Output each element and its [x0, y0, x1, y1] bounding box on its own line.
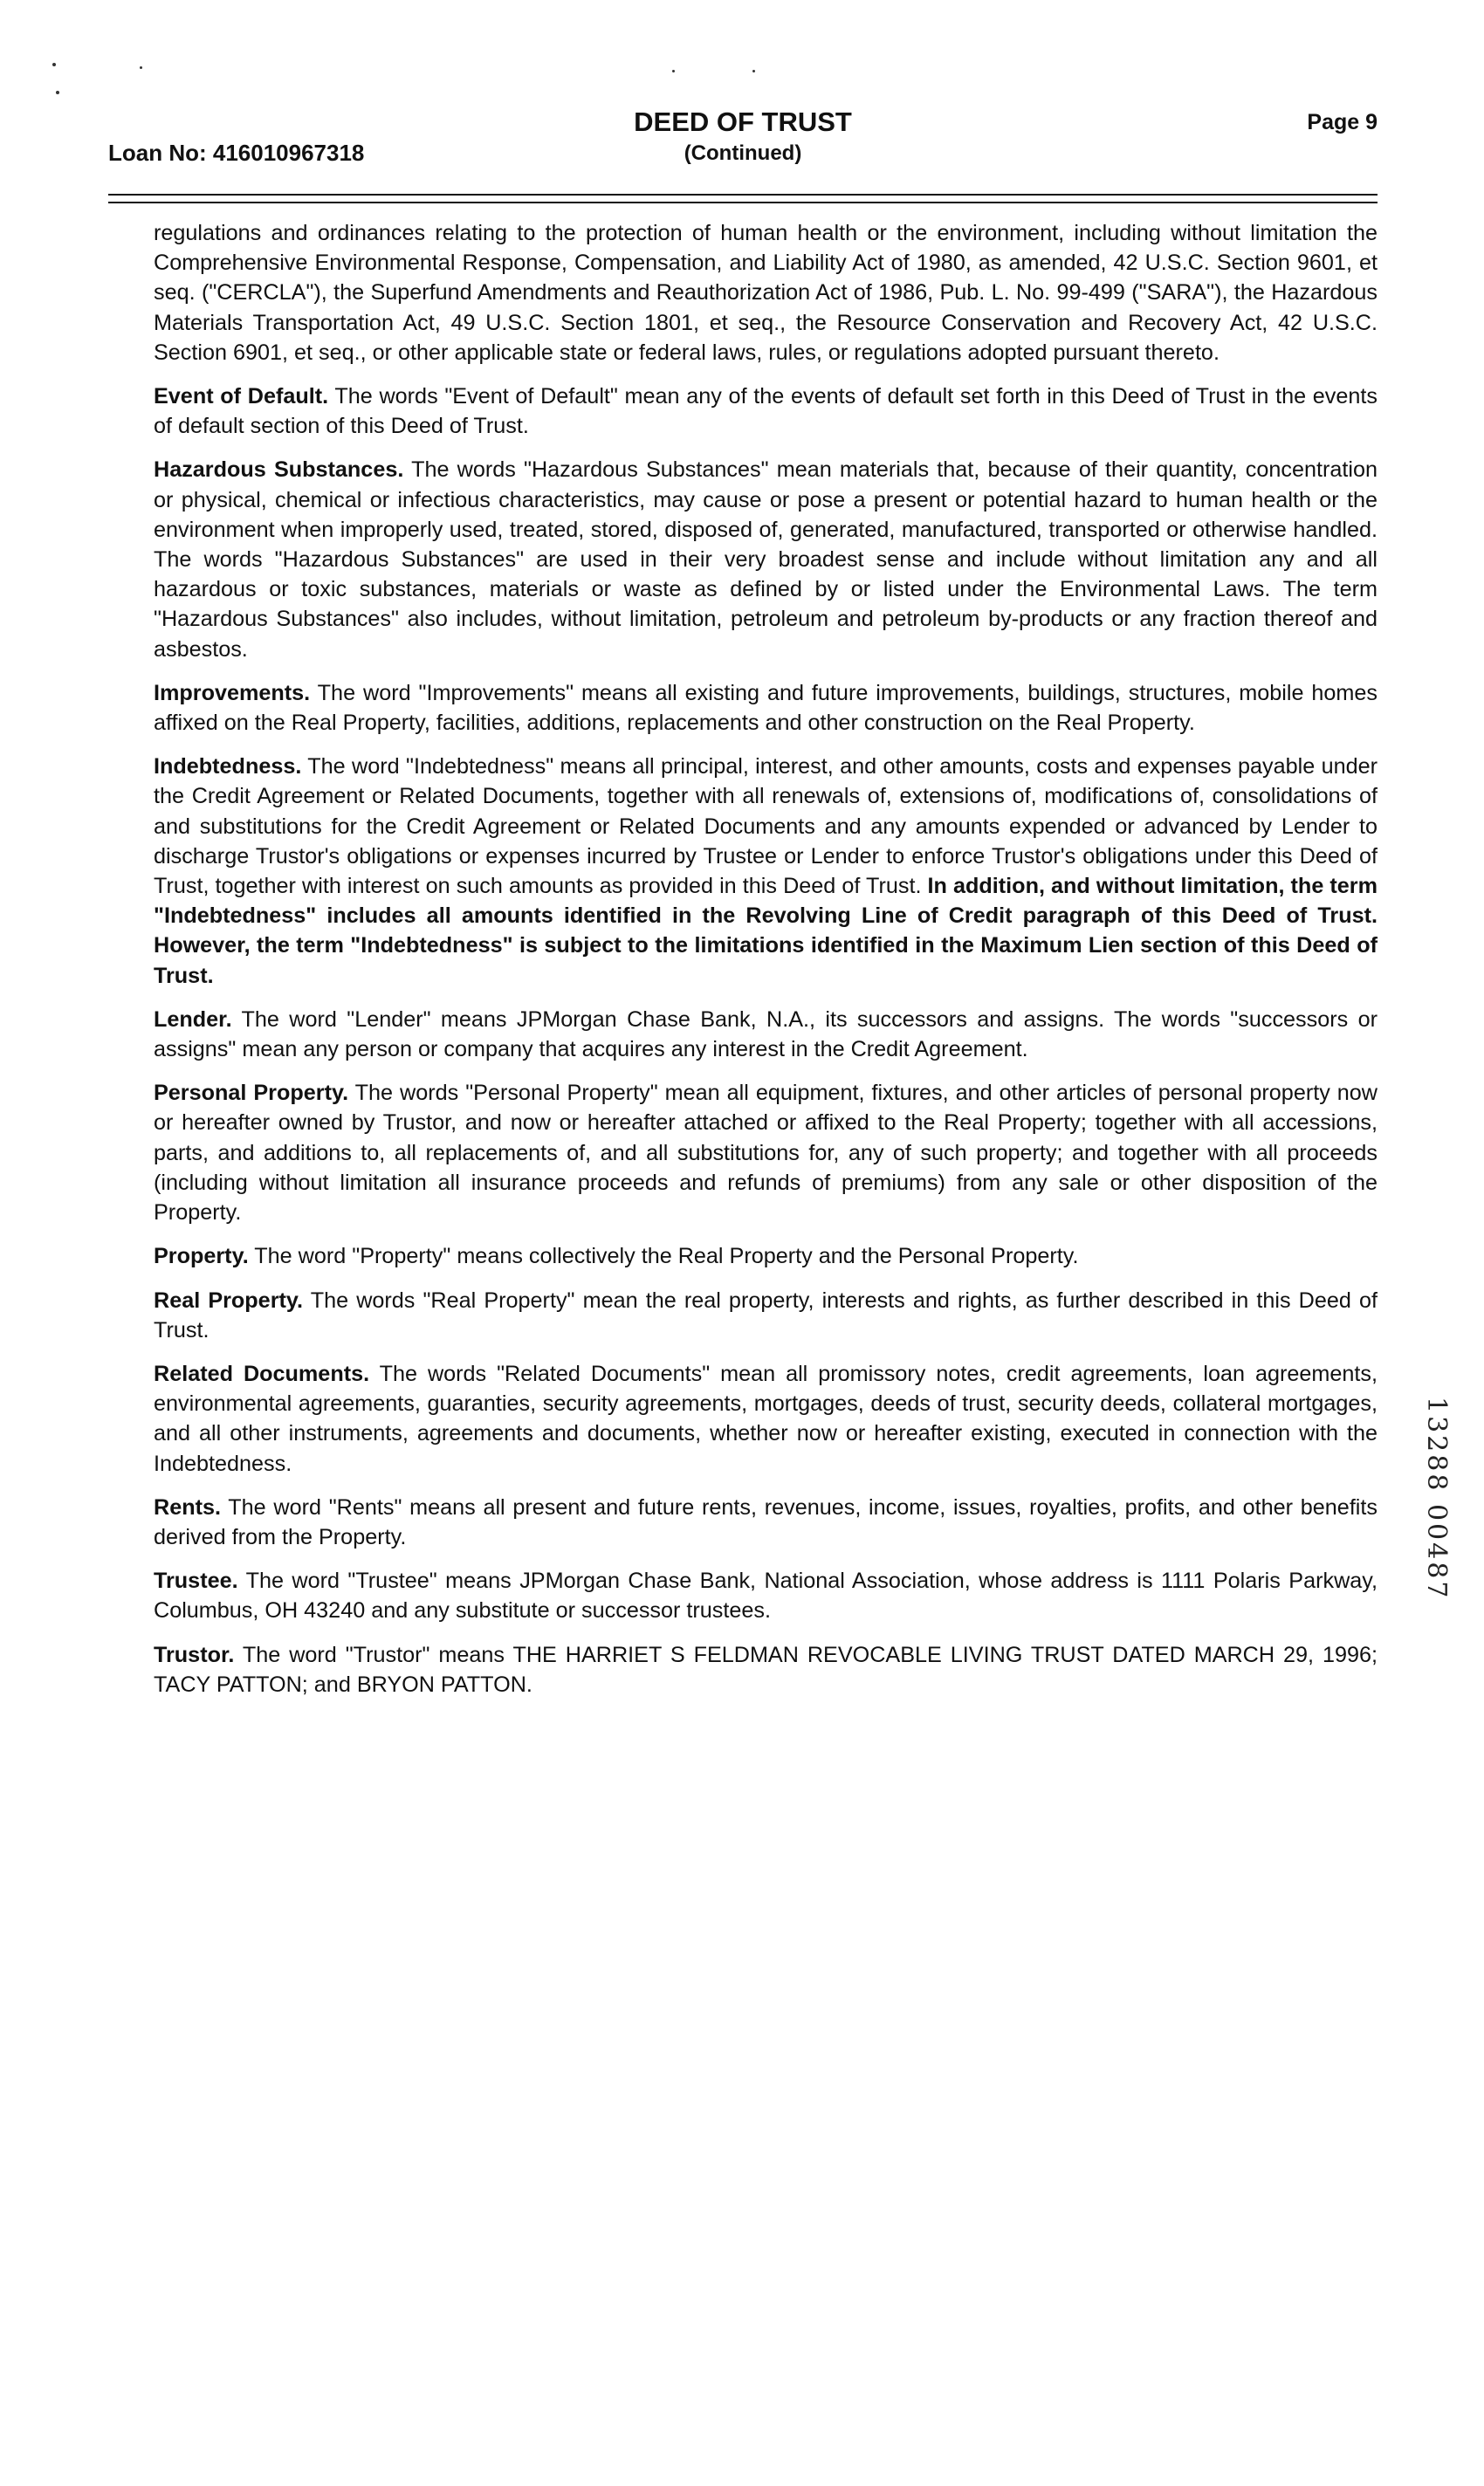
document-header	[108, 101, 1378, 171]
document-title: DEED OF TRUST	[634, 106, 852, 137]
definition-text: The word "Improvements" means all existing and future improvements, buildings, structures, mobile homes affixed on the Real Property, facilities, additions, replacements and other construction on the Real Property.	[154, 680, 1378, 736]
term-label: Trustor.	[154, 1642, 235, 1667]
scan-speck	[56, 91, 59, 94]
definition-improvements	[154, 678, 1378, 738]
document-body	[154, 218, 1378, 1713]
header-rule-top	[108, 194, 1378, 196]
term-label: Indebtedness.	[154, 754, 302, 779]
term-label: Improvements.	[154, 680, 311, 705]
term-label: Hazardous Substances.	[154, 457, 404, 483]
term-label: Rents.	[154, 1494, 221, 1520]
page-number: Page 9	[1307, 110, 1378, 134]
definition-text: The word "Indebtedness" means all principal, interest, and other amounts, costs and expenses payable under the Credit Agreement or Related Documents, together with all renewals of, extensions of, modifications of, consolidations of and substitutions for the Credit Agreement or Related Documents and any amounts expended or advanced by Lender to discharge Trustor's obligations or expenses incurred by Trustee or Lender to enforce Trustor's obligations under this Deed of Trust, together with interest on such amounts as provided in this Deed of Trust.	[154, 754, 1378, 899]
definition-event-of-default	[154, 381, 1378, 441]
term-label: Property.	[154, 1244, 249, 1269]
definition-text: The words "Event of Default" mean any of the events of default set forth in this Deed of Trust in the events of default section of this Deed of Trust.	[154, 384, 1378, 439]
definition-rents	[154, 1493, 1378, 1552]
term-label: Related Documents.	[154, 1361, 370, 1386]
term-label: Personal Property.	[154, 1081, 349, 1106]
document-subtitle: (Continued)	[684, 141, 802, 165]
scan-speck	[672, 70, 675, 72]
scan-speck	[140, 66, 142, 69]
definition-text: The words "Hazardous Substances" mean materials that, because of their quantity, concentration or physical, chemical or infectious characteristics, may cause or pose a present or potential hazard to human health or the environment when improperly used, treated, stored, disposed of, generated, manufactured, transported or otherwise handled. The words "Hazardous Substances" are used in their very broadest sense and include without limitation any and all hazardous or toxic substances, materials or waste as defined by or listed under the Environmental Laws. The term "Hazardous Substances" also includes, without limitation, petroleum and petroleum by-products or any fraction thereof and asbestos.	[154, 457, 1378, 662]
paragraph-environmental-laws: regulations and ordinances relating to the protection of human health or the environment, including without limitation the Comprehensive Environmental Response, Compensation, and Liability Act of 1980, as amended, 42 U.S.C. Section 9601, et seq. ("CERCLA"), the Superfund Amendments and Reauthorization Act of 1986, Pub. L. No. 99-499 ("SARA"), the Hazardous Materials Transportation Act, 49 U.S.C. Section 1801, et seq., the Resource Conservation and Recovery Act, 42 U.S.C. Section 6901, et seq., or other applicable state or federal laws, rules, or regulations adopted pursuant thereto.	[154, 221, 1378, 365]
definition-text: The word "Trustee" means JPMorgan Chase Bank, National Association, whose address is 1111 Polaris Parkway, Columbus, OH 43240 and any substitute or successor trustees.	[154, 1569, 1378, 1624]
definition-related-documents	[154, 1359, 1378, 1479]
definition-text: The words "Real Property" mean the real property, interests and rights, as further described in this Deed of Trust.	[154, 1288, 1378, 1343]
definition-text: The word "Property" means collectively the Real Property and the Personal Property.	[254, 1244, 1079, 1269]
term-label: Real Property.	[154, 1288, 304, 1313]
definition-lender	[154, 1005, 1378, 1064]
definition-text: The word "Lender" means JPMorgan Chase Bank, N.A., its successors and assigns. The words "successors or assigns" mean any person or company that acquires any interest in the Credit Agreement.	[154, 1006, 1378, 1062]
indebtedness-bold-clause: In addition, and without limitation, the term "Indebtedness" includes all amounts identified in the Revolving Line of Credit paragraph of this Deed of Trust. However, the term "Indebtedness" is subject to the limitations identified in the Maximum Lien section of this Deed of Trust.	[154, 874, 1378, 988]
definition-hazardous-substances	[154, 455, 1378, 663]
definition-trustee	[154, 1566, 1378, 1625]
definition-indebtedness	[154, 752, 1378, 991]
term-label: Event of Default.	[154, 384, 329, 409]
definition-text: The words "Personal Property" mean all equipment, fixtures, and other articles of personal property now or hereafter owned by Trustor, and now or hereafter attached or affixed to the Real Property; together with all accessions, parts, and additions to, all replacements of, and all substitutions for, any of such property; and together with all proceeds (including without limitation all insurance proceeds and refunds of premiums) from any sale or other disposition of the Property.	[154, 1081, 1378, 1226]
term-label: Trustee.	[154, 1569, 238, 1594]
definition-text: The words "Related Documents" mean all promissory notes, credit agreements, loan agreements, environmental agreements, guaranties, security agreements, mortgages, deeds of trust, security deeds, collateral mortgages, and all other instruments, agreements and documents, whether now or hereafter existing, executed in connection with the Indebtedness.	[154, 1361, 1378, 1476]
term-label: Lender.	[154, 1006, 232, 1032]
header-rule-bottom	[108, 202, 1378, 203]
definition-text: The word "Trustor" means THE HARRIET S FELDMAN REVOCABLE LIVING TRUST DATED MARCH 29, 1996; TACY PATTON; and BRYON PATTON.	[154, 1642, 1378, 1697]
scan-speck	[52, 63, 56, 66]
loan-number: Loan No: 416010967318	[108, 140, 365, 166]
recording-number-stamp: 13288 00487	[1421, 1397, 1452, 1601]
scan-speck	[752, 70, 755, 72]
definition-trustor	[154, 1640, 1378, 1700]
definition-real-property	[154, 1286, 1378, 1345]
definition-property	[154, 1241, 1378, 1271]
definition-text: The word "Rents" means all present and future rents, revenues, income, issues, royalties, profits, and other benefits derived from the Property.	[154, 1494, 1378, 1549]
definition-personal-property	[154, 1078, 1378, 1227]
